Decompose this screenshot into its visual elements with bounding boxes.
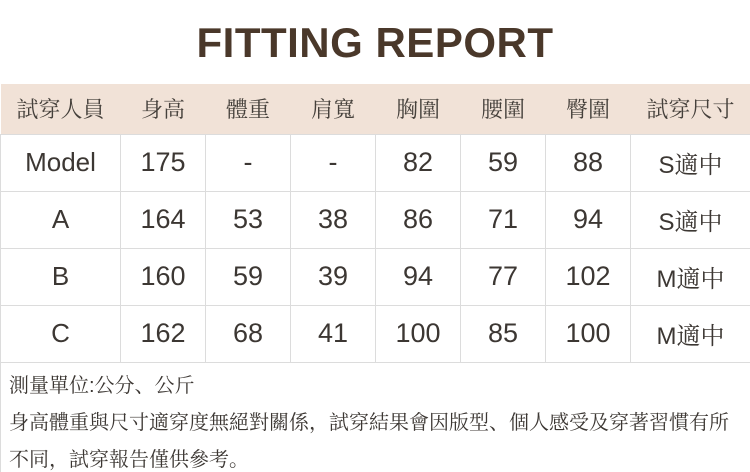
cell-shoulder: 41 [291,305,376,362]
cell-weight: 59 [206,248,291,305]
cell-shoulder: - [291,134,376,191]
table-row-c [1,305,750,362]
cell-hip: 102 [546,248,631,305]
cell-chest: 94 [376,248,461,305]
cell-size: S適中 [631,134,750,191]
header-cell-hip: 臀圍 [546,84,631,134]
cell-hip: 88 [546,134,631,191]
table-row-model [1,134,750,191]
cell-person: C [1,305,121,362]
cell-waist: 85 [461,305,546,362]
fitting-report-page [0,14,750,472]
header-cell-waist: 腰圍 [461,84,546,134]
cell-waist: 77 [461,248,546,305]
notes-cell [1,362,750,472]
cell-weight: - [206,134,291,191]
cell-waist: 59 [461,134,546,191]
note-measurement-units: 測量單位:公分、公斤 [9,374,195,397]
cell-person: Model [1,134,121,191]
header-cell-shoulder: 肩寬 [291,84,376,134]
cell-waist: 71 [461,191,546,248]
cell-height: 164 [121,191,206,248]
cell-chest: 100 [376,305,461,362]
fitting-table [0,84,750,472]
header-cell-height: 身高 [121,84,206,134]
note-disclaimer: 身高體重與尺寸適穿度無絕對關係，試穿結果會因版型、個人感受及穿著習慣有所不同，試穿報告僅供參考。 [9,411,729,471]
header-cell-weight: 體重 [206,84,291,134]
header-row [1,84,750,134]
cell-shoulder: 39 [291,248,376,305]
cell-weight: 68 [206,305,291,362]
cell-hip: 100 [546,305,631,362]
header-cell-chest: 胸圍 [376,84,461,134]
cell-shoulder: 38 [291,191,376,248]
table-row-a [1,191,750,248]
cell-weight: 53 [206,191,291,248]
cell-size: M適中 [631,248,750,305]
cell-height: 162 [121,305,206,362]
cell-size: M適中 [631,305,750,362]
page-title: FITTING REPORT [196,19,554,66]
cell-height: 160 [121,248,206,305]
cell-chest: 86 [376,191,461,248]
notes-row [1,362,750,472]
cell-person: B [1,248,121,305]
cell-chest: 82 [376,134,461,191]
cell-height: 175 [121,134,206,191]
cell-hip: 94 [546,191,631,248]
header-cell-person: 試穿人員 [1,84,121,134]
cell-person: A [1,191,121,248]
table-row-b [1,248,750,305]
cell-size: S適中 [631,191,750,248]
header-cell-size: 試穿尺寸 [631,84,750,134]
